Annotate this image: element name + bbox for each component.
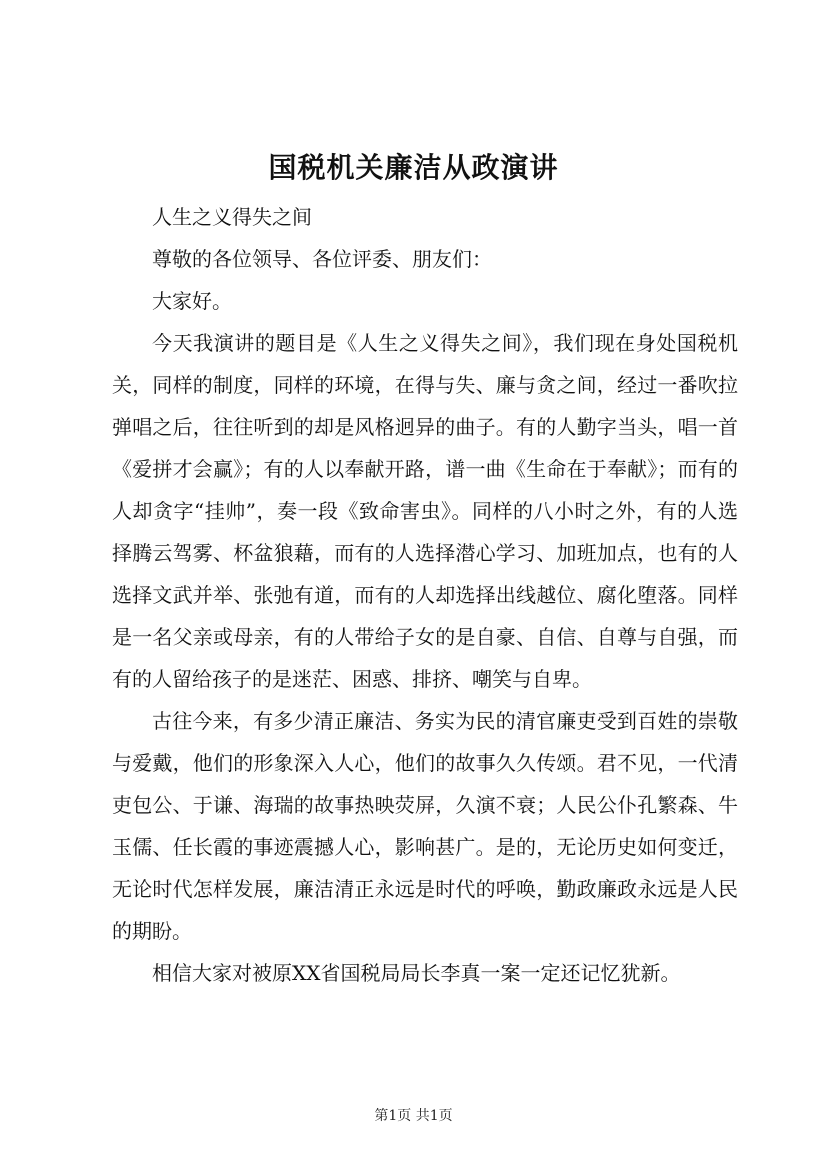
subtitle-paragraph: 人生之义得失之间 (152, 205, 312, 229)
document-body (112, 196, 738, 994)
salutation-paragraph: 尊敬的各位领导、各位评委、朋友们： (152, 247, 492, 271)
body-paragraph: 今天我演讲的题目是《人生之义得失之间》，我们现在身处国税机关，同样的制度，同样的环境，在得与失、廉与贪之间，经过一番吹拉弹唱之后，往往听到的却是风格迥异的曲子。有的人勤字当头，唱一首《爱拼才会赢》；有的人以奉献开路，谱一曲《生命在于奉献》；而有的人却贪字“挂帅”，奏一段《致命害虫》。同样的八小时之外，有的人选择腾云驾雾、杯盆狼藉，而有的人选择潜心学习、加班加点，也有的人选择文武并举、张弛有道，而有的人却选择出线越位、腐化堕落。同样是一名父亲或母亲，有的人带给子女的是自豪、自信、自尊与自强，而有的人留给孩子的是迷茫、困惑、排挤、嘲笑与自卑。 (112, 331, 738, 691)
document-title: 国税机关廉洁从政演讲 (268, 151, 559, 184)
body-paragraph: 古往今来，有多少清正廉洁、务实为民的清官廉吏受到百姓的崇敬与爱戴，他们的形象深入人心，他们的故事久久传颂。君不见，一代清吏包公、于谦、海瑞的故事热映荧屏，久演不衰；人民公仆孔繁森、牛玉儒、任长霞的事迹震撼人心，影响甚广。是的，无论历史如何变迁，无论时代怎样发展，廉洁清正永远是时代的呼唤，勤政廉政永远是人民的期盼。 (112, 709, 738, 943)
greeting-paragraph: 大家好。 (152, 289, 232, 313)
page-footer: 第1页 共1页 (374, 1108, 453, 1124)
body-paragraph: 相信大家对被原XX省国税局局长李真一案一定还记忆犹新。 (152, 961, 681, 985)
